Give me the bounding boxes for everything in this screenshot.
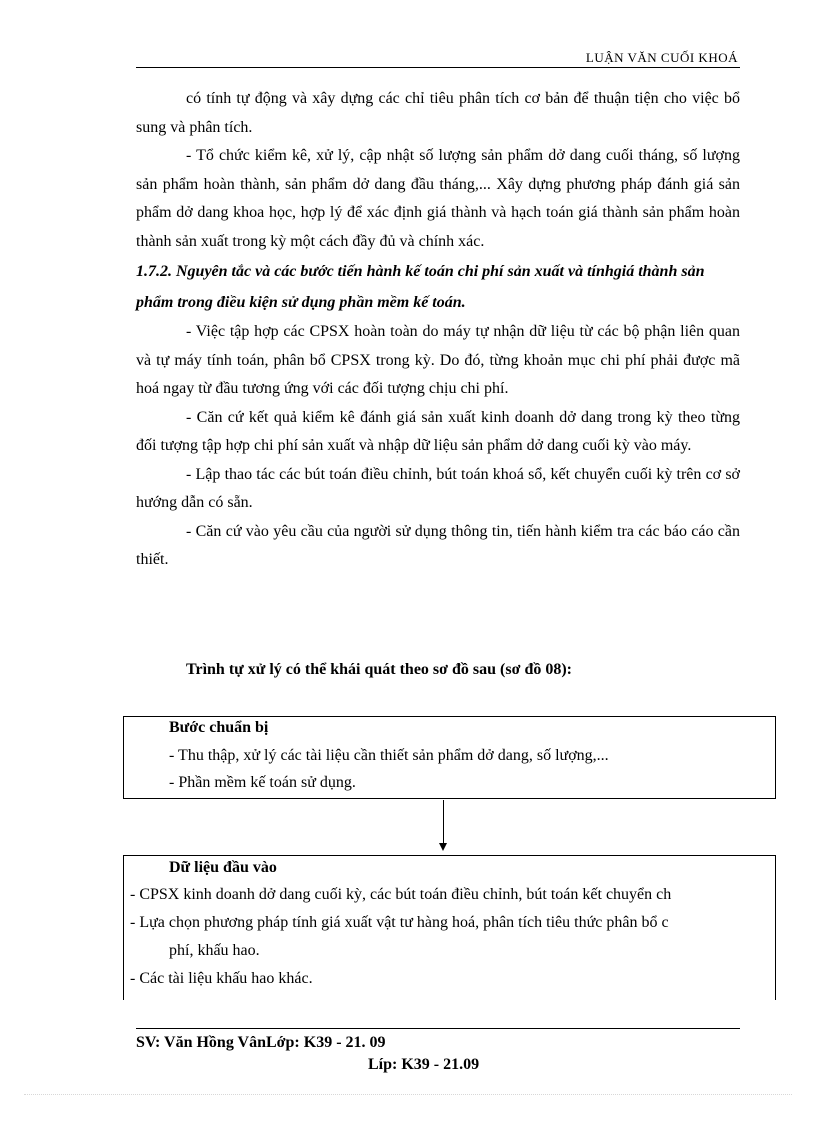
flow-arrow-head-icon <box>439 843 447 851</box>
input-data-box <box>123 855 776 1000</box>
preparation-box-title: Bước chuẩn bị <box>169 719 269 736</box>
paragraph-1: có tính tự động và xây dựng các chỉ tiêu phân tích cơ bản để thuận tiện cho việc bổ sung và phân tích. <box>136 90 740 136</box>
paragraph-6: - Căn cứ vào yêu cầu của người sử dụng thông tin, tiến hành kiểm tra các báo cáo cần thiết. <box>136 522 740 568</box>
running-header: LUẬN VĂN CUỐI KHOÁ <box>585 50 738 65</box>
input-data-box-title: Dữ liệu đầu vào <box>169 859 277 876</box>
footer-class: Líp: K39 - 21.09 <box>368 1056 480 1073</box>
input-line-4: - Các tài liệu khấu hao khác. <box>130 970 313 987</box>
footer-student: SV: Văn Hồng VânLớp: K39 - 21. 09 <box>136 1034 386 1051</box>
flow-arrow-line <box>443 800 444 846</box>
paragraph-3: - Việc tập hợp các CPSX hoàn toàn do máy tự nhận dữ liệu từ các bộ phận liên quan và tự máy tính toán, phân bổ CPSX trong kỳ. Do đó, từng khoản mục chi phí phải được mã hoá ngay từ đầu tương ứng với các đối tượng chịu chi phí. <box>136 323 740 397</box>
diagram-title: Trình tự xử lý có thể khái quát theo sơ đồ sau (sơ đồ 08): <box>186 661 573 678</box>
preparation-line-2: - Phần mềm kế toán sử dụng. <box>169 774 356 791</box>
input-line-3: phí, khấu hao. <box>169 942 260 959</box>
body-text <box>136 85 740 575</box>
preparation-box <box>123 716 776 799</box>
input-line-2: - Lựa chọn phương pháp tính giá xuất vật tư hàng hoá, phân tích tiêu thức phân bổ c <box>130 914 669 931</box>
header-rule <box>136 67 740 68</box>
paragraph-4: - Căn cứ kết quả kiểm kê đánh giá sản xuất kinh doanh dở dang trong kỳ theo từng đối tượng tập hợp chi phí sản xuất và nhập dữ liệu sản phẩm dở dang cuối kỳ vào máy. <box>136 408 740 454</box>
paragraph-5: - Lập thao tác các bút toán điều chỉnh, bút toán khoá sổ, kết chuyển cuối kỳ trên cơ sở hướng dẫn có sẵn. <box>136 465 740 511</box>
page-edge <box>24 1094 792 1095</box>
preparation-line-1: - Thu thập, xử lý các tài liệu cần thiết sản phẩm dở dang, số lượng,... <box>169 747 609 764</box>
paragraph-2: - Tổ chức kiểm kê, xử lý, cập nhật số lượng sản phẩm dở dang cuối tháng, số lượng sản phẩm hoàn thành, sản phẩm dở dang đầu tháng,... Xây dựng phương pháp đánh giá sản phẩm dở dang khoa học, hợp lý để xác định giá thành và hạch toán giá thành sản phẩm hoàn thành sản xuất trong kỳ một cách đầy đủ và chính xác. <box>136 147 740 250</box>
section-heading: 1.7.2. Nguyên tắc và các bước tiến hành kế toán chi phí sản xuất và tínhgiá thành sản phẩm trong điều kiện sử dụng phần mềm kế toán. <box>136 263 705 311</box>
footer-rule <box>136 1028 740 1029</box>
input-line-1: - CPSX kinh doanh dở dang cuối kỳ, các bút toán điều chỉnh, bút toán kết chuyển ch <box>130 886 672 903</box>
